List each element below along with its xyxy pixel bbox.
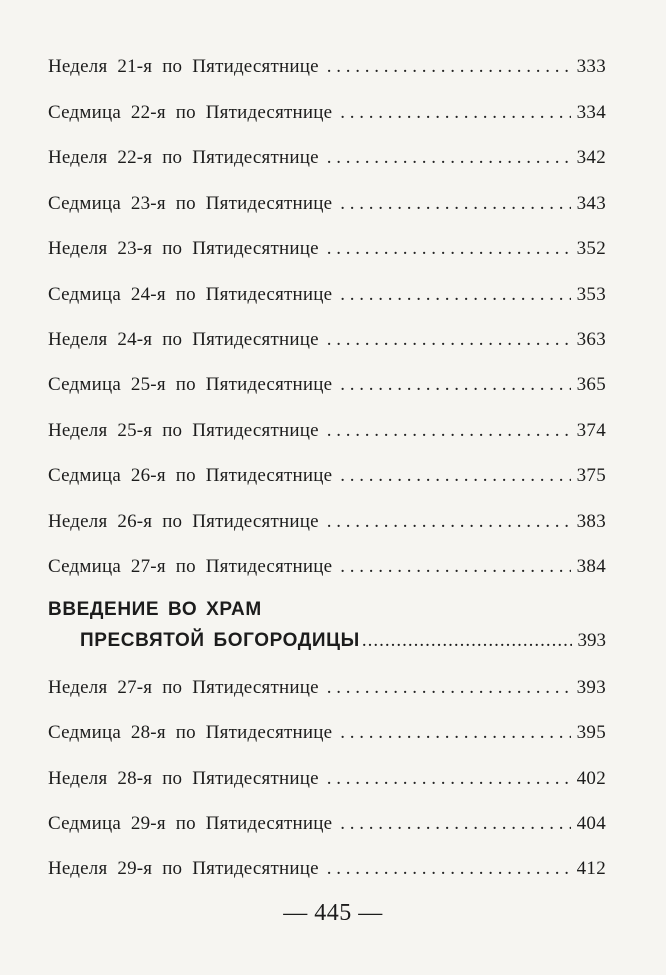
toc-dot-leader bbox=[340, 556, 570, 578]
toc-entry-title: Седмица 28-я по Пятидесятнице bbox=[48, 722, 333, 743]
toc-entry bbox=[48, 465, 606, 487]
toc-entry-title: Неделя 23-я по Пятидесятнице bbox=[48, 238, 319, 259]
toc-entry-page: 374 bbox=[576, 420, 606, 441]
toc-entry-page: 333 bbox=[576, 56, 606, 77]
toc-entry-page: 384 bbox=[576, 556, 606, 577]
toc-dot-leader bbox=[327, 511, 571, 533]
toc-entry bbox=[48, 102, 606, 124]
toc-dot-leader bbox=[327, 56, 571, 78]
toc-dot-leader bbox=[327, 768, 571, 790]
toc-entry bbox=[48, 284, 606, 306]
section-heading-line1: ВВЕДЕНИЕ ВО ХРАМ bbox=[48, 599, 262, 620]
toc-entry bbox=[48, 813, 606, 835]
toc-entry-page: 383 bbox=[576, 511, 606, 532]
toc-dot-leader bbox=[340, 374, 570, 396]
toc-entry-title: Седмица 25-я по Пятидесятнице bbox=[48, 374, 333, 395]
toc-entry-title: Неделя 27-я по Пятидесятнице bbox=[48, 677, 319, 698]
toc-entry-title: Неделя 21-я по Пятидесятнице bbox=[48, 56, 319, 77]
toc-entry-title: Седмица 23-я по Пятидесятнице bbox=[48, 193, 333, 214]
toc-entry-page: 363 bbox=[576, 329, 606, 350]
toc-entry-title: Седмица 27-я по Пятидесятнице bbox=[48, 556, 333, 577]
toc-entry-page: 412 bbox=[576, 858, 606, 879]
toc-dot-leader bbox=[340, 465, 570, 487]
toc-entry-title: Седмица 26-я по Пятидесятнице bbox=[48, 465, 333, 486]
toc-dot-leader bbox=[327, 238, 571, 260]
toc-entry-page: 393 bbox=[576, 677, 606, 698]
toc-entry-page: 343 bbox=[576, 193, 606, 214]
toc-entry bbox=[48, 193, 606, 215]
toc-entry-page: 402 bbox=[576, 768, 606, 789]
toc-entry-title: Неделя 29-я по Пятидесятнице bbox=[48, 858, 319, 879]
toc-entry bbox=[48, 147, 606, 169]
page-number-footer: — 445 — bbox=[283, 900, 383, 926]
toc-entry bbox=[48, 238, 606, 260]
toc-entry-page: 375 bbox=[576, 465, 606, 486]
toc-dot-leader bbox=[340, 813, 570, 835]
toc-entry-page: 352 bbox=[576, 238, 606, 259]
toc-entry-page: 353 bbox=[576, 284, 606, 305]
toc-entry-title: Седмица 29-я по Пятидесятнице bbox=[48, 813, 333, 834]
section-heading-page: 393 bbox=[577, 630, 606, 651]
toc-entry bbox=[48, 374, 606, 396]
toc-entry bbox=[48, 420, 606, 442]
toc-entry bbox=[48, 677, 606, 699]
toc-entry bbox=[48, 511, 606, 533]
toc-entry-page: 365 bbox=[576, 374, 606, 395]
toc-dot-leader bbox=[327, 677, 571, 699]
toc-dot-leader bbox=[327, 420, 571, 442]
toc-entry-page: 395 bbox=[576, 722, 606, 743]
toc-dot-leader bbox=[362, 630, 572, 652]
toc-dot-leader bbox=[340, 722, 570, 744]
toc-dot-leader bbox=[340, 193, 570, 215]
toc-entry bbox=[48, 556, 606, 578]
toc-dot-leader bbox=[327, 147, 571, 169]
toc-entry bbox=[48, 329, 606, 351]
toc-entry-title: Неделя 25-я по Пятидесятнице bbox=[48, 420, 319, 441]
toc-entry-page: 404 bbox=[576, 813, 606, 834]
toc-entry-title: Седмица 24-я по Пятидесятнице bbox=[48, 284, 333, 305]
toc-entry bbox=[48, 858, 606, 880]
toc-entry-title: Неделя 22-я по Пятидесятнице bbox=[48, 147, 319, 168]
section-heading-entry bbox=[80, 630, 606, 652]
toc-dot-leader bbox=[327, 329, 571, 351]
toc-entry-title: Неделя 24-я по Пятидесятнице bbox=[48, 329, 319, 350]
toc-dot-leader bbox=[340, 102, 570, 124]
section-heading-line2: ПРЕСВЯТОЙ БОГОРОДИЦЫ bbox=[80, 630, 360, 651]
toc-entry-title: Неделя 28-я по Пятидесятнице bbox=[48, 768, 319, 789]
toc-entry-page: 334 bbox=[576, 102, 606, 123]
toc-entry-page: 342 bbox=[576, 147, 606, 168]
toc-dot-leader bbox=[340, 284, 570, 306]
toc-entry-title: Седмица 22-я по Пятидесятнице bbox=[48, 102, 333, 123]
toc-entry-title: Неделя 26-я по Пятидесятнице bbox=[48, 511, 319, 532]
toc-dot-leader bbox=[327, 858, 571, 880]
toc-entry bbox=[48, 722, 606, 744]
toc-entry bbox=[48, 768, 606, 790]
toc-entry bbox=[48, 56, 606, 78]
